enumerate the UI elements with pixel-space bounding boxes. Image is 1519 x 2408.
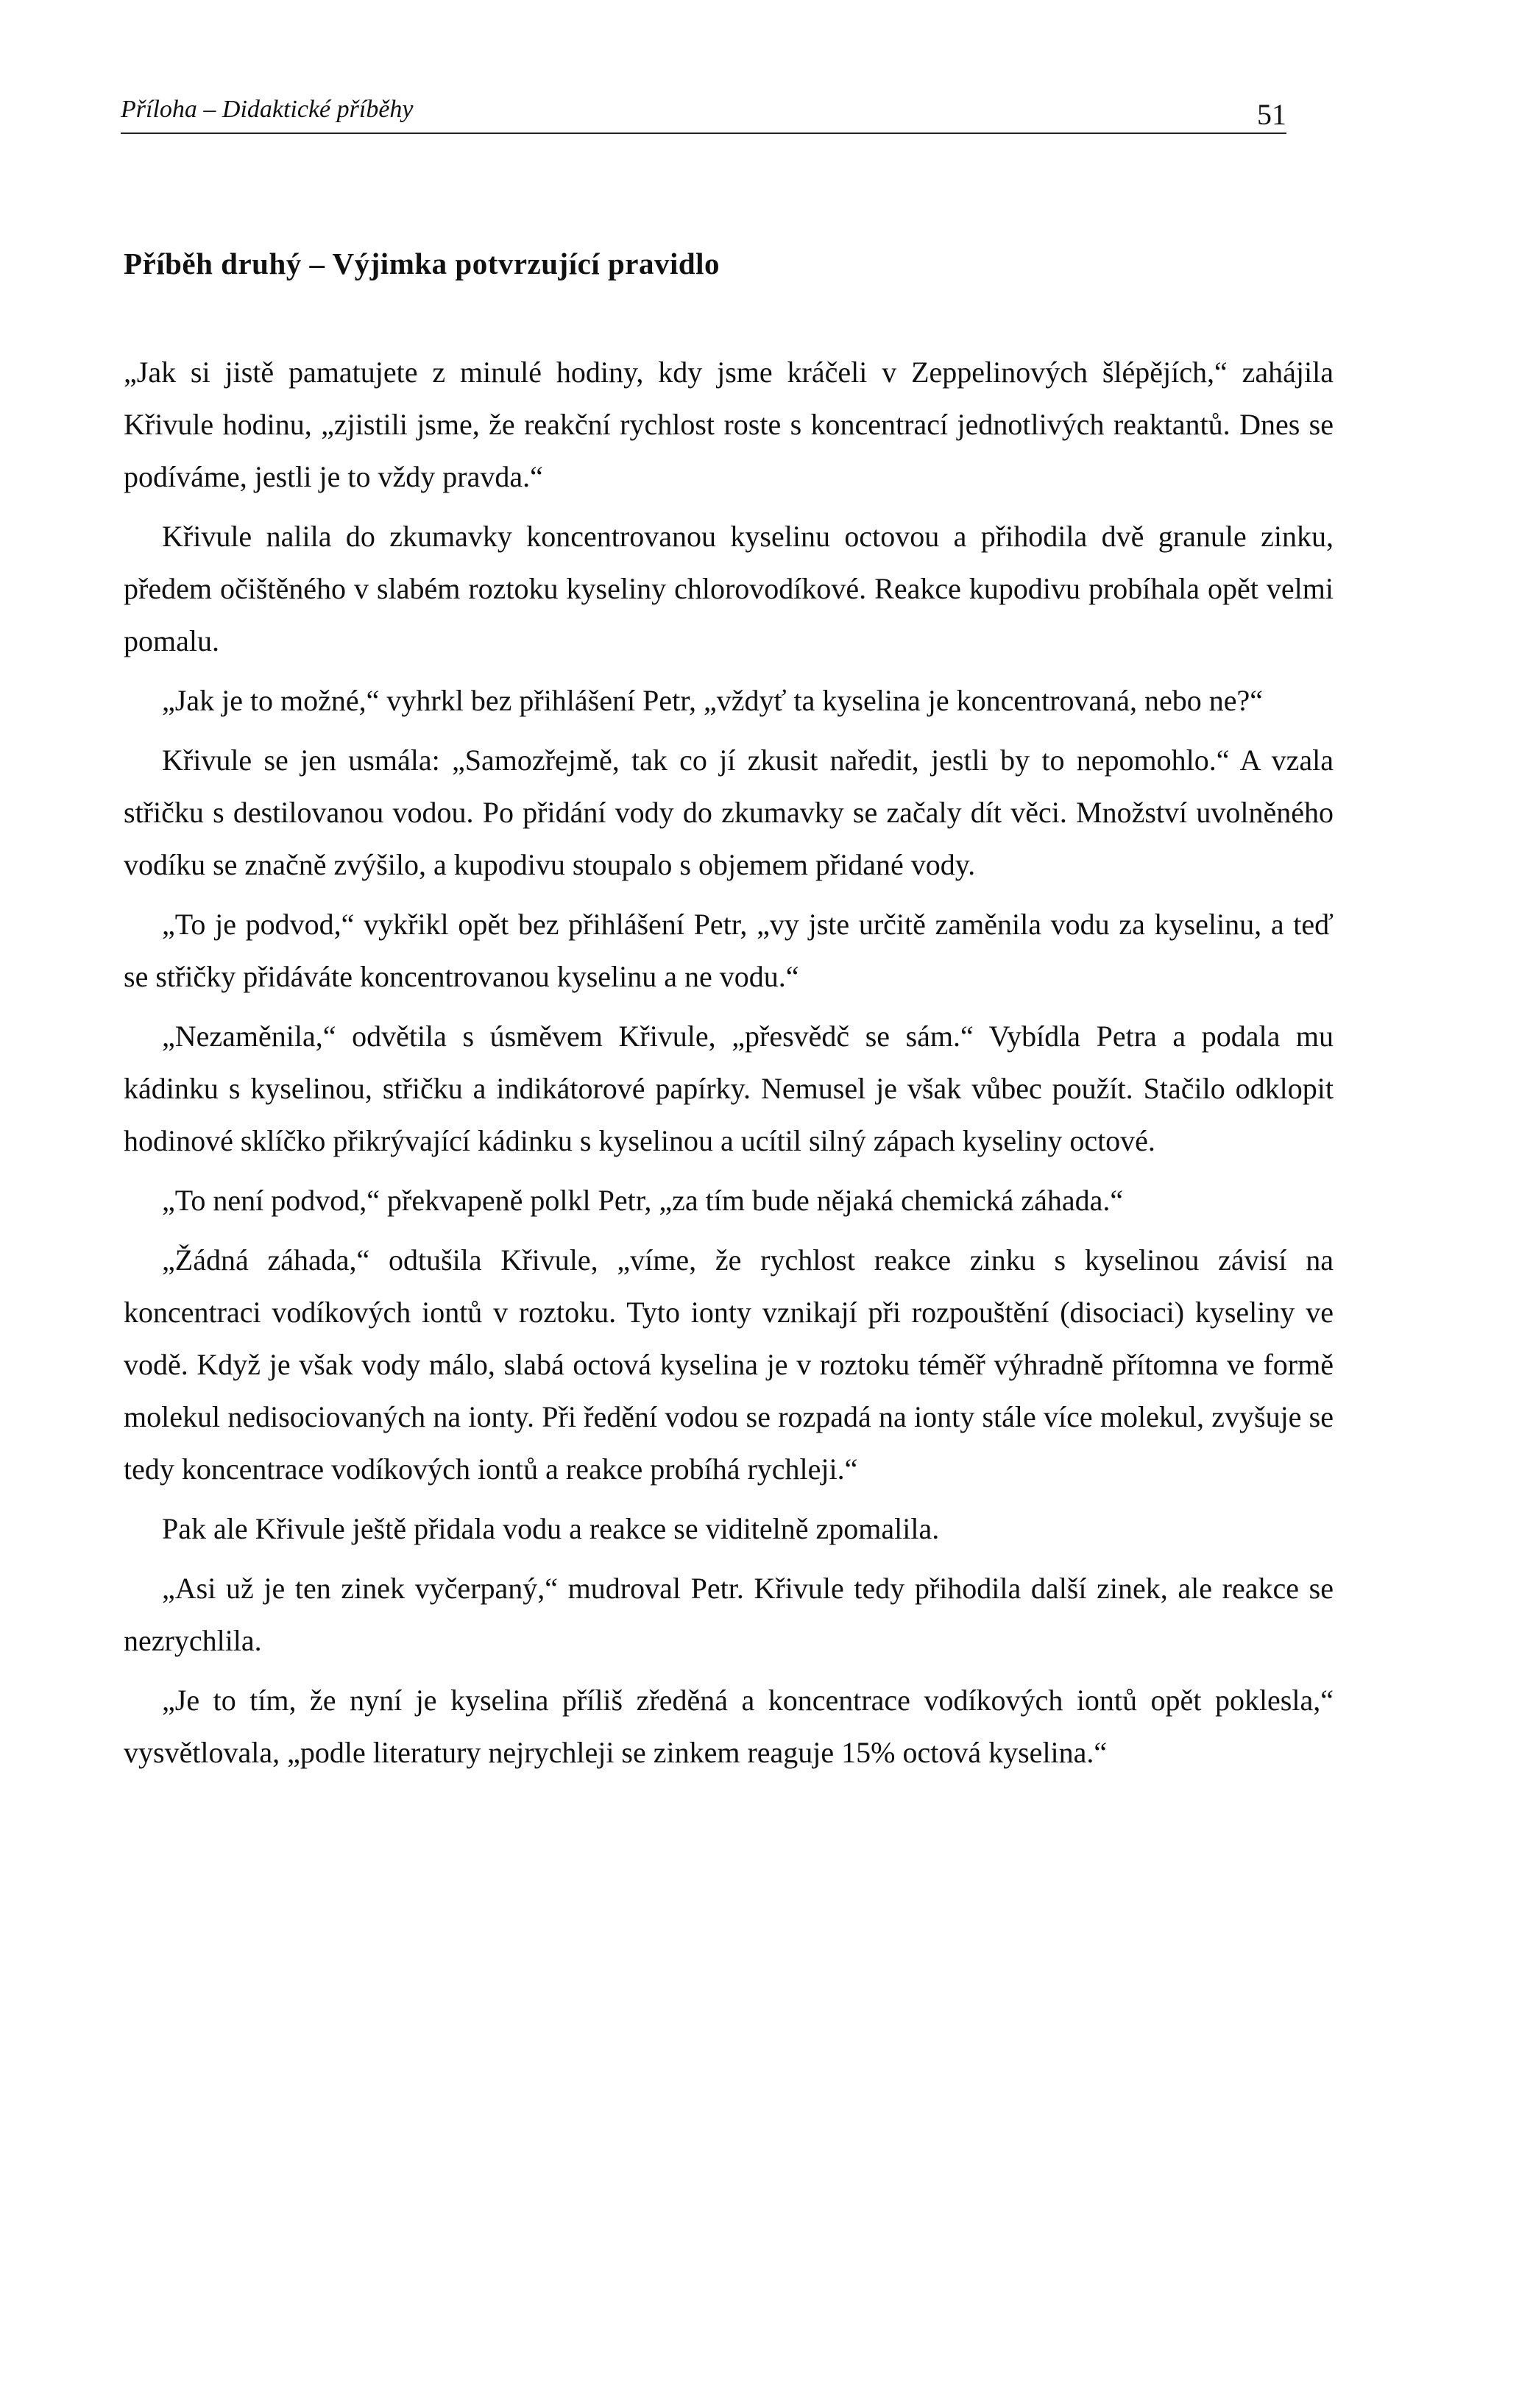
header-rule — [121, 133, 1286, 134]
running-head: Příloha – Didaktické příběhy — [121, 96, 414, 123]
paragraph: „Jak si jistě pamatujete z minulé hodiny, kdy jsme kráčeli v Zeppelinových šlépějích,“ zahájila Křivule hodinu, „zjistili jsme, že reakční rychlost roste s koncentrací jednotlivých reaktantů. Dnes se podíváme, jestli je to vždy pravda.“ — [124, 356, 1334, 493]
paragraph: „To je podvod,“ vykřikl opět bez přihlášení Petr, „vy jste určitě zaměnila vodu za kyselinu, a teď se střičky přidáváte koncentrovanou kyselinu a ne vodu.“ — [124, 908, 1334, 993]
paragraph: „Žádná záhada,“ odtušila Křivule, „víme, že rychlost reakce zinku s kyselinou závisí na koncentraci vodíkových iontů v roztoku. Tyto ionty vznikají při rozpouštění (disociaci) kyseliny ve vodě. Když je však vody málo, slabá octová kyselina je v roztoku téměř výhradně přítomna ve formě molekul nedisociovaných na ionty. Při ředění vodou se rozpadá na ionty stále více molekul, zvyšuje se tedy koncentrace vodíkových iontů a reakce probíhá rychleji.“ — [124, 1243, 1334, 1486]
paragraph: „Je to tím, že nyní je kyselina příliš zředěná a koncentrace vodíkových iontů opět poklesla,“ vysvětlovala, „podle literatury nejrychleji se zinkem reaguje 15% octová kyselina.“ — [124, 1684, 1334, 1769]
page-number: 51 — [1257, 98, 1286, 131]
story-body — [124, 346, 1334, 1786]
story-title: Příběh druhý – Výjimka potvrzující pravidlo — [124, 247, 720, 280]
paragraph: „Jak je to možné,“ vyhrkl bez přihlášení Petr, „vždyť ta kyselina je koncentrovaná, nebo ne?“ — [162, 684, 1264, 717]
paragraph: „To není podvod,“ překvapeně polkl Petr, „za tím bude nějaká chemická záhada.“ — [162, 1184, 1124, 1217]
paragraph: „Nezaměnila,“ odvětila s úsměvem Křivule, „přesvědč se sám.“ Vybídla Petra a podala mu kádinku s kyselinou, střičku a indikátorové papírky. Nemusel je však vůbec použít. Stačilo odklopit hodinové sklíčko přikrývající kádinku s kyselinou a ucítil silný zápach kyseliny octové. — [124, 1020, 1334, 1157]
paragraph: Pak ale Křivule ještě přidala vodu a reakce se viditelně zpomalila. — [162, 1512, 940, 1545]
paragraph: Křivule se jen usmála: „Samozřejmě, tak co jí zkusit naředit, jestli by to nepomohlo.“ A vzala střičku s destilovanou vodou. Po přidání vody do zkumavky se začaly dít věci. Množství uvolněného vodíku se značně zvýšilo, a kupodivu stoupalo s objemem přidané vody. — [124, 744, 1334, 881]
page-header — [121, 91, 1286, 138]
paragraph: Křivule nalila do zkumavky koncentrovanou kyselinu octovou a přihodila dvě granule zinku, předem očištěného v slabém roztoku kyseliny chlorovodíkové. Reakce kupodivu probíhala opět velmi pomalu. — [124, 520, 1334, 657]
paragraph: „Asi už je ten zinek vyčerpaný,“ mudroval Petr. Křivule tedy přihodila další zinek, ale reakce se nezrychlila. — [124, 1572, 1334, 1657]
